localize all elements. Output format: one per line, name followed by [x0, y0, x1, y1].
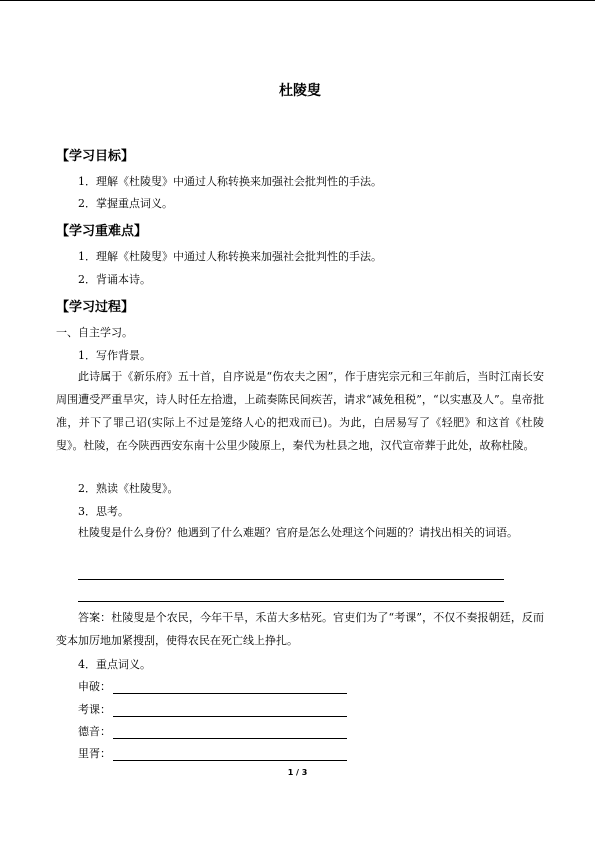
- key-point-item-2: 2．背诵本诗。: [78, 273, 151, 286]
- vocab-blank: [113, 705, 347, 717]
- vocab-item-kaoke: [78, 703, 347, 717]
- vocab-item-lixu: [78, 747, 347, 761]
- background-paragraph: 此诗属于《新乐府》五十首，自序说是“伤农夫之困”，作于唐宪宗元和三年前后，当时江南长安周围遭受严重旱灾，诗人时任左拾遗，上疏奏陈民间疾苦，请求“减免租税”，“以实惠及人”。皇帝批准，并下了罪己诏(实际上不过是笼络人心的把戏而已)。为此，白居易写了《轻肥》和这首《杜陵叟》。杜陵，在今陕西西安东南十公里少陵原上，秦代为杜县之地，汉代宣帝葬于此处，故称杜陵。: [56, 370, 544, 452]
- vocab-blank: [113, 749, 347, 761]
- goal-item-1: 1．理解《杜陵叟》中通过人称转换来加强社会批判性的手法。: [78, 175, 382, 188]
- top-border-rule: [0, 0, 595, 1]
- page-number: 1 / 3: [287, 768, 308, 777]
- question-paragraph: 杜陵叟是什么身份？他遇到了什么难题？官府是怎么处理这个问题的？请找出相关的词语。: [78, 526, 518, 539]
- vocab-term: 考课：: [78, 703, 111, 716]
- step-vocab-label: 4．重点词义。: [78, 658, 151, 671]
- document-title: 杜陵叟: [279, 83, 321, 99]
- heading-key-points: 【学习重难点】: [56, 224, 148, 239]
- vocab-term: 德音：: [78, 725, 111, 738]
- vocab-term: 申破：: [78, 680, 111, 693]
- heading-learning-process: 【学习过程】: [56, 300, 135, 315]
- step-think-label: 3．思考。: [78, 505, 129, 518]
- answer-line-2: [78, 601, 504, 602]
- key-point-item-1: 1．理解《杜陵叟》中通过人称转换来加强社会批判性的手法。: [78, 250, 382, 263]
- part-self-study: 一、自主学习。: [56, 326, 133, 339]
- goal-item-2: 2．掌握重点词义。: [78, 197, 173, 210]
- step-background-label: 1．写作背景。: [78, 349, 151, 362]
- answer-paragraph: 答案：杜陵叟是个农民，今年干旱，禾苗大多枯死。官吏们为了“考课”，不仅不奏报朝廷，反而变本加厉地加紧搜刮，使得农民在死亡线上挣扎。: [56, 611, 544, 647]
- vocab-term: 里胥：: [78, 747, 111, 760]
- heading-learning-goals: 【学习目标】: [56, 149, 135, 164]
- answer-line-1: [78, 579, 504, 580]
- vocab-item-shenpo: [78, 680, 347, 694]
- vocab-blank: [113, 682, 347, 694]
- vocab-item-deyin: [78, 725, 347, 739]
- vocab-blank: [113, 727, 347, 739]
- step-read-label: 2．熟读《杜陵叟》。: [78, 482, 179, 495]
